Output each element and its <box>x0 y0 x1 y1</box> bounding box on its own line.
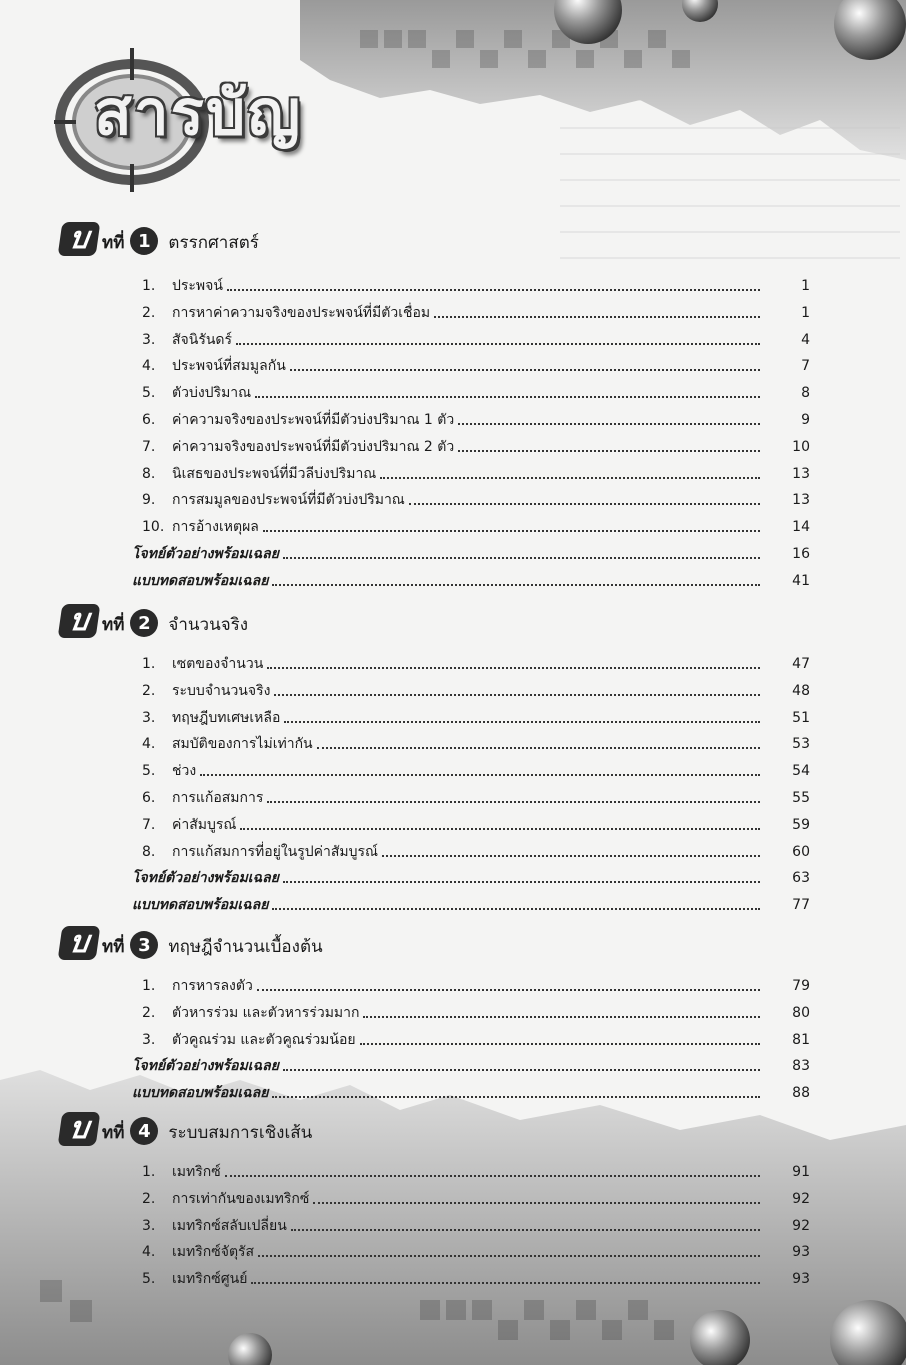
toc-entry-label <box>132 1056 283 1076</box>
toc-page-number: 10 <box>792 438 810 455</box>
toc-entry-text: ค่าความจริงของประพจน์ที่มีตัวบ่งปริมาณ 2 ตัว <box>172 438 455 455</box>
toc-page-number: 81 <box>792 1031 810 1048</box>
toc-entry[interactable] <box>132 433 810 457</box>
chapter-title: ทฤษฎีจำนวนเบื้องต้น <box>168 936 323 957</box>
toc-leader-dots <box>283 880 760 883</box>
toc-entry[interactable] <box>132 1238 810 1262</box>
toc-entry[interactable] <box>132 513 810 537</box>
toc-page-number: 8 <box>801 385 810 402</box>
toc-page-number: 92 <box>792 1217 810 1234</box>
toc-entry-text: ค่าความจริงของประพจน์ที่มีตัวบ่งปริมาณ 1 ตัว <box>172 412 455 428</box>
toc-entry[interactable] <box>132 379 810 403</box>
toc-page-number: 91 <box>792 1164 810 1180</box>
toc-entry[interactable] <box>132 784 810 808</box>
toc-entry-number: 7. <box>142 816 156 833</box>
chapter-badge-icon: บ <box>58 604 101 638</box>
toc-entry[interactable] <box>132 650 810 674</box>
toc-page-number: 13 <box>792 465 810 482</box>
toc-page-number: 93 <box>792 1271 810 1288</box>
toc-entry[interactable] <box>132 567 810 591</box>
toc-entry-text: แบบทดสอบพร้อมเฉลย <box>132 1085 269 1102</box>
toc-entry-label <box>132 868 283 888</box>
toc-entry-label <box>132 788 267 808</box>
toc-page-number: 53 <box>792 736 810 753</box>
toc-entry-number: 2. <box>142 1190 156 1207</box>
toc-entry-text: ตัวคูณร่วม และตัวคูณร่วมน้อย <box>172 1031 356 1048</box>
toc-entry-label <box>132 1030 360 1050</box>
toc-entry-label <box>132 276 227 296</box>
toc-entry-text: เมทริกซ์ <box>172 1164 221 1180</box>
toc-entry-number: 3. <box>142 1217 156 1234</box>
toc-page-number: 51 <box>792 709 810 726</box>
toc-leader-dots <box>251 1281 760 1284</box>
toc-leader-dots <box>240 827 760 830</box>
chapter-heading <box>60 926 323 960</box>
toc-entry-number: 9. <box>142 492 156 509</box>
toc-entry[interactable] <box>132 864 810 888</box>
toc-entry-number: 8. <box>142 843 156 860</box>
toc-entry-label <box>132 1003 363 1023</box>
toc-leader-dots <box>236 342 760 345</box>
toc-page-number: 63 <box>792 870 810 887</box>
chapter-badge-icon: บ <box>58 222 101 256</box>
toc-page-number: 60 <box>792 843 810 860</box>
toc-entry-label <box>132 1216 291 1236</box>
chapter-word: ทที่ <box>102 232 125 253</box>
toc-page-number: 7 <box>801 358 810 375</box>
toc-entry[interactable] <box>132 486 810 510</box>
chapter-number: 4 <box>130 1117 158 1145</box>
toc-entry-label <box>132 1242 258 1262</box>
toc-entry[interactable] <box>132 677 810 701</box>
toc-entry[interactable] <box>132 972 810 996</box>
toc-page-number: 92 <box>792 1190 810 1207</box>
toc-leader-dots <box>291 1228 760 1231</box>
toc-leader-dots <box>258 1254 760 1257</box>
chapter-heading <box>60 604 248 638</box>
toc-entry-label <box>132 330 236 350</box>
toc-page-number: 93 <box>792 1244 810 1261</box>
chapter-number: 2 <box>130 609 158 637</box>
toc-entry-text: นิเสธของประพจน์ที่มีวลีบ่งปริมาณ <box>172 465 377 482</box>
toc-entry-label <box>132 303 434 323</box>
toc-entry[interactable] <box>132 352 810 376</box>
toc-entry-label <box>132 815 240 835</box>
toc-entry-number: 1. <box>142 1164 156 1180</box>
toc-leader-dots <box>255 395 760 398</box>
toc-page-number: 83 <box>792 1058 810 1075</box>
toc-leader-dots <box>267 666 760 669</box>
toc-entry-text: สัจนิรันดร์ <box>172 331 233 348</box>
toc-entry-text: ประพจน์ที่สมมูลกัน <box>172 358 286 375</box>
toc-leader-dots <box>360 1042 760 1045</box>
toc-leader-dots <box>200 773 760 776</box>
toc-entry-text: แบบทดสอบพร้อมเฉลย <box>132 897 269 914</box>
toc-entry-number: 8. <box>142 465 156 482</box>
toc-leader-dots <box>380 476 760 479</box>
toc-entry-number: 2. <box>142 1004 156 1021</box>
toc-entry-number: 5. <box>142 1271 156 1288</box>
chapter-badge-icon: บ <box>58 1112 101 1146</box>
toc-page-number: 13 <box>792 492 810 509</box>
toc-entry-label <box>132 356 290 376</box>
toc-entry-number: 3. <box>142 709 156 726</box>
toc-entry-text: การสมมูลของประพจน์ที่มีตัวบ่งปริมาณ <box>172 492 405 509</box>
toc-entry-number: 2. <box>142 682 156 699</box>
toc-entry-text: การแก้อสมการ <box>172 790 264 806</box>
toc-leader-dots <box>263 529 760 532</box>
toc-entry[interactable] <box>132 704 810 728</box>
toc-page-number: 79 <box>792 978 810 994</box>
toc-entry-number: 1. <box>142 978 156 994</box>
toc-entry-number: 4. <box>142 358 156 375</box>
toc-entry-label <box>132 654 267 674</box>
toc-entry[interactable] <box>132 838 810 862</box>
toc-leader-dots <box>283 1068 760 1071</box>
toc-entry[interactable] <box>132 757 810 781</box>
chapter-word: ทที่ <box>102 1122 125 1143</box>
toc-entry-text: ระบบจำนวนจริง <box>172 682 271 699</box>
toc-entry-text: เซตของจำนวน <box>172 656 264 672</box>
chapter-heading <box>60 1112 312 1146</box>
toc-entry-text: ประพจน์ <box>172 278 223 294</box>
toc-entry-text: การแก้สมการที่อยู่ในรูปค่าสัมบูรณ์ <box>172 843 379 860</box>
toc-entry-label <box>132 1162 225 1182</box>
toc-entry-text: การหาค่าความจริงของประพจน์ที่มีตัวเชื่อม <box>172 304 431 321</box>
toc-page-number: 55 <box>792 790 810 806</box>
chapter-heading <box>60 222 259 256</box>
toc-leader-dots <box>458 449 760 452</box>
chapter-word: ทที่ <box>102 614 125 635</box>
toc-entry-number: 5. <box>142 385 156 402</box>
toc-entry[interactable] <box>132 811 810 835</box>
toc-leader-dots <box>434 315 760 318</box>
chapter-number: 1 <box>130 227 158 255</box>
toc-entry-number: 10. <box>142 519 165 536</box>
toc-entry-label <box>132 490 409 510</box>
toc-entry-number: 4. <box>142 1244 156 1261</box>
toc-entry[interactable] <box>132 1079 810 1103</box>
toc-leader-dots <box>272 907 760 910</box>
toc-leader-dots <box>272 1095 760 1098</box>
toc-page-number: 80 <box>792 1004 810 1021</box>
toc-entry-number: 4. <box>142 736 156 753</box>
toc-leader-dots <box>313 1201 760 1204</box>
toc-entry-number: 6. <box>142 412 156 428</box>
toc-entry-label <box>132 708 284 728</box>
toc-entry-text: เมทริกซ์สลับเปลี่ยน <box>172 1217 287 1234</box>
chapter-number: 3 <box>130 931 158 959</box>
toc-page-number: 41 <box>792 572 810 589</box>
toc-entry-text: ตัวบ่งปริมาณ <box>172 385 252 402</box>
toc-entry[interactable] <box>132 460 810 484</box>
toc-entry[interactable] <box>132 730 810 754</box>
toc-entry-number: 7. <box>142 438 156 455</box>
toc-entry-label <box>132 681 274 701</box>
toc-entry[interactable] <box>132 540 810 564</box>
toc-page-number: 47 <box>792 656 810 672</box>
toc-entry-label <box>132 976 257 996</box>
toc-leader-dots <box>317 746 760 749</box>
toc-leader-dots <box>227 288 760 291</box>
toc-entry[interactable] <box>132 1052 810 1076</box>
toc-leader-dots <box>274 693 760 696</box>
toc-entry[interactable] <box>132 1026 810 1050</box>
toc-leader-dots <box>225 1174 760 1177</box>
toc-page-number: 4 <box>801 331 810 348</box>
toc-leader-dots <box>267 800 760 803</box>
toc-entry[interactable] <box>132 1212 810 1236</box>
toc-entry-text: โจทย์ตัวอย่างพร้อมเฉลย <box>132 1058 279 1075</box>
toc-entry-text: เมทริกซ์จัตุรัส <box>172 1244 255 1261</box>
toc-page-number: 1 <box>801 304 810 321</box>
toc-entry[interactable] <box>132 891 810 915</box>
chapter-badge-icon: บ <box>58 926 101 960</box>
toc-leader-dots <box>272 583 760 586</box>
toc-entry-text: การเท่ากันของเมทริกซ์ <box>172 1190 310 1207</box>
toc-entry-label <box>132 464 380 484</box>
toc-entry-label <box>132 1189 313 1209</box>
toc-entry-number: 3. <box>142 1031 156 1048</box>
toc-page-number: 14 <box>792 519 810 536</box>
toc-entry[interactable] <box>132 1185 810 1209</box>
toc-page-number: 54 <box>792 763 810 780</box>
toc-entry-label <box>132 895 272 915</box>
toc-entry-number: 1. <box>142 278 156 294</box>
toc-leader-dots <box>363 1015 760 1018</box>
toc-entry[interactable] <box>132 1158 810 1182</box>
page-title: สารบัญ <box>94 76 303 149</box>
toc-entry[interactable] <box>132 326 810 350</box>
toc-entry-label <box>132 437 458 457</box>
toc-page-number: 88 <box>792 1085 810 1102</box>
toc-page-number: 1 <box>801 278 810 294</box>
toc-entry-text: การอ้างเหตุผล <box>172 519 259 536</box>
toc-leader-dots <box>409 502 760 505</box>
toc-entry-text: ช่วง <box>172 763 197 780</box>
toc-entry-label <box>132 544 283 564</box>
toc-entry-number: 5. <box>142 763 156 780</box>
chapter-title: จำนวนจริง <box>168 614 249 635</box>
toc-entry-label <box>132 761 200 781</box>
toc-leader-dots <box>283 556 760 559</box>
toc-entry[interactable] <box>132 999 810 1023</box>
toc-entry-text: ทฤษฎีบทเศษเหลือ <box>172 709 281 726</box>
toc-entry-text: เมทริกซ์ศูนย์ <box>172 1271 248 1288</box>
toc-entry-text: แบบทดสอบพร้อมเฉลย <box>132 572 269 589</box>
toc-entry-number: 2. <box>142 304 156 321</box>
toc-page-number: 16 <box>792 546 810 562</box>
toc-leader-dots <box>290 368 760 371</box>
toc-entry-label <box>132 734 317 754</box>
toc-entry[interactable] <box>132 1265 810 1289</box>
toc-leader-dots <box>284 720 760 723</box>
toc-entry-number: 1. <box>142 656 156 672</box>
toc-entry[interactable] <box>132 272 810 296</box>
toc-entry-label <box>132 842 382 862</box>
toc-page-number: 77 <box>792 897 810 914</box>
toc-entry-label <box>132 410 458 430</box>
chapter-title: ตรรกศาสตร์ <box>168 232 259 253</box>
toc-leader-dots <box>458 422 760 425</box>
toc-entry-number: 6. <box>142 790 156 806</box>
toc-entry-text: สมบัติของการไม่เท่ากัน <box>172 736 313 753</box>
toc-entry-label <box>132 517 263 537</box>
toc-entry-text: การหารลงตัว <box>172 978 253 994</box>
toc-entry-label <box>132 1083 272 1103</box>
toc-entry-label <box>132 1269 251 1289</box>
toc-leader-dots <box>257 988 760 991</box>
toc-entry-text: โจทย์ตัวอย่างพร้อมเฉลย <box>132 870 279 887</box>
toc-leader-dots <box>382 854 760 857</box>
toc-entry-label <box>132 571 272 591</box>
chapter-word: ทที่ <box>102 936 125 957</box>
chapter-title: ระบบสมการเชิงเส้น <box>168 1122 313 1143</box>
toc-page-number: 59 <box>792 816 810 833</box>
toc-entry[interactable] <box>132 299 810 323</box>
toc-entry-text: ตัวหารร่วม และตัวหารร่วมมาก <box>172 1004 360 1021</box>
toc-page-number: 48 <box>792 682 810 699</box>
toc-entry[interactable] <box>132 406 810 430</box>
toc-entry-text: ค่าสัมบูรณ์ <box>172 816 237 833</box>
toc-page-number: 9 <box>801 412 810 428</box>
toc-entry-label <box>132 383 255 403</box>
toc-entry-number: 3. <box>142 331 156 348</box>
toc-entry-text: โจทย์ตัวอย่างพร้อมเฉลย <box>132 546 279 562</box>
